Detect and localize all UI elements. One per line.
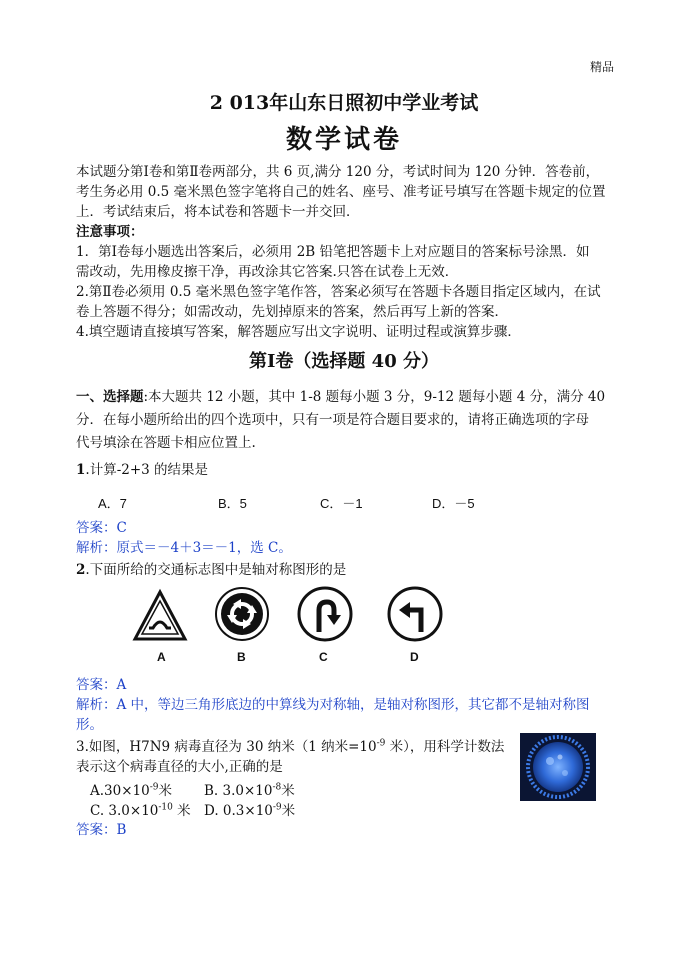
q2-analysis xyxy=(76,695,621,735)
q2-stem xyxy=(76,560,621,580)
section-heading: 第Ⅰ卷（选择题 40 分） xyxy=(248,351,439,372)
q3-option-a-base: A.30×10 xyxy=(90,783,150,799)
q3-stem xyxy=(76,737,516,777)
q3-option-c-unit: 米 xyxy=(172,803,191,819)
virus-image xyxy=(520,733,596,801)
q3-answer: 答案：B xyxy=(76,822,127,838)
header-tag: 精品 xyxy=(589,60,614,74)
intro-line: 上．考试结束后，将本试卷和答题卡一并交回． xyxy=(76,204,360,220)
sign-label-d: D xyxy=(410,650,419,664)
intro-paragraph xyxy=(76,162,621,222)
exam-subtitle: 数学试卷 xyxy=(285,125,402,155)
q3-stem-line-end: 米），用科学计数法 xyxy=(385,739,505,755)
q1-option-b: B．5 xyxy=(218,496,247,511)
q1-stem-text: .计算-2+3 的结果是 xyxy=(85,462,209,478)
q1-analysis: 解析：原式＝－4＋3＝－1，选 C。 xyxy=(76,540,292,556)
q1-option-d: D．－5 xyxy=(432,496,475,511)
q2-analysis-line: 解析：A 中，等边三角形底边的中算线为对称轴，是轴对称图形，其它都不是轴对称图 xyxy=(76,697,590,713)
q3-stem-exponent: -9 xyxy=(376,738,386,749)
q3-option-d-exp: -9 xyxy=(272,802,282,813)
q1-option-c: C．－1 xyxy=(320,496,363,511)
q3-option-c xyxy=(90,799,191,819)
sign-b-roundabout-icon xyxy=(216,588,268,640)
q3-option-b-base: B. 3.0×10 xyxy=(204,783,273,799)
part1-lead: 一、选择题 xyxy=(76,389,144,405)
q3-option-a xyxy=(90,779,172,799)
notes-heading: 注意事项： xyxy=(76,224,144,240)
q3-stem-line: 表示这个病毒直径的大小,正确的是 xyxy=(76,759,283,775)
sign-label-c: C xyxy=(319,650,328,664)
note-line: 需改动，先用橡皮擦干净，再改涂其它答案.只答在试卷上无效． xyxy=(76,264,459,280)
q3-option-a-unit: 米 xyxy=(158,783,172,799)
q3-option-d-base: D. 0.3×10 xyxy=(204,803,273,819)
q1-option-a: A．7 xyxy=(98,496,127,511)
part1-line: :本大题共 12 小题，其中 1-8 题每小题 3 分，9-12 题每小题 4 分，满分 40 xyxy=(143,389,606,405)
q1-answer: 答案：C xyxy=(76,520,127,536)
q2-analysis-line: 形。 xyxy=(76,717,103,733)
virus-icon xyxy=(520,733,596,801)
note-line: 卷上答题不得分；如需改动，先划掉原来的答案，然后再写上新的答案． xyxy=(76,304,508,320)
traffic-sign-graphics xyxy=(130,586,450,646)
part1-line: 代号填涂在答题卡相应位置上. xyxy=(76,435,256,451)
part1-line: 分．在每小题所给出的四个选项中，只有一项是符合题目要求的，请将正确选项的字母 xyxy=(76,412,589,428)
intro-line: 本试题分第Ⅰ卷和第Ⅱ卷两部分，共 6 页,满分 120 分，考试时间为 120 分钟．答卷前， xyxy=(76,164,600,180)
q3-stem-line: 3.如图，H7N9 病毒直径为 30 纳米（1 纳米=10 xyxy=(76,739,377,755)
q1-number: 1 xyxy=(76,462,86,478)
traffic-signs xyxy=(130,586,450,666)
q3-option-a-exp: -9 xyxy=(149,782,159,793)
q3-option-d-unit: 米 xyxy=(281,803,296,819)
exam-title: 2 013年山东日照初中学业考试 xyxy=(209,92,479,114)
sign-label-a: A xyxy=(157,650,166,664)
q1-stem xyxy=(76,460,621,480)
sign-d-left-turn-icon xyxy=(389,588,441,640)
q3-option-b xyxy=(204,779,295,799)
q3-option-b-unit: 米 xyxy=(281,783,295,799)
note-line: 1．第Ⅰ卷每小题选出答案后，必须用 2B 铅笔把答题卡上对应题目的答案标号涂黑．如 xyxy=(76,244,590,260)
note-line: 2.第Ⅱ卷必须用 0.5 毫米黑色签字笔作答，答案必须写在答题卡各题目指定区域内，在试 xyxy=(76,284,601,300)
part1-instructions xyxy=(76,386,621,455)
q3-option-b-exp: -8 xyxy=(272,782,282,793)
q3-option-c-base: C. 3.0×10 xyxy=(90,803,159,819)
q3-option-c-exp: -10 xyxy=(158,802,173,813)
q3-option-d xyxy=(204,799,295,819)
intro-line: 考生务必用 0.5 毫米黑色签字笔将自己的姓名、座号、准考证号填写在答题卡规定的位置 xyxy=(76,184,606,200)
q2-number: 2 xyxy=(76,562,86,578)
q2-stem-text: .下面所给的交通标志图中是轴对称图形的是 xyxy=(85,562,347,578)
sign-a-warning-triangle-icon xyxy=(135,592,185,639)
q2-answer: 答案：A xyxy=(76,677,127,693)
note-line: 4.填空题请直接填写答案，解答题应写出文字说明、证明过程或演算步骤． xyxy=(76,324,521,340)
sign-c-u-turn-icon xyxy=(299,588,351,640)
sign-label-b: B xyxy=(237,650,246,664)
notes-list xyxy=(76,242,621,342)
